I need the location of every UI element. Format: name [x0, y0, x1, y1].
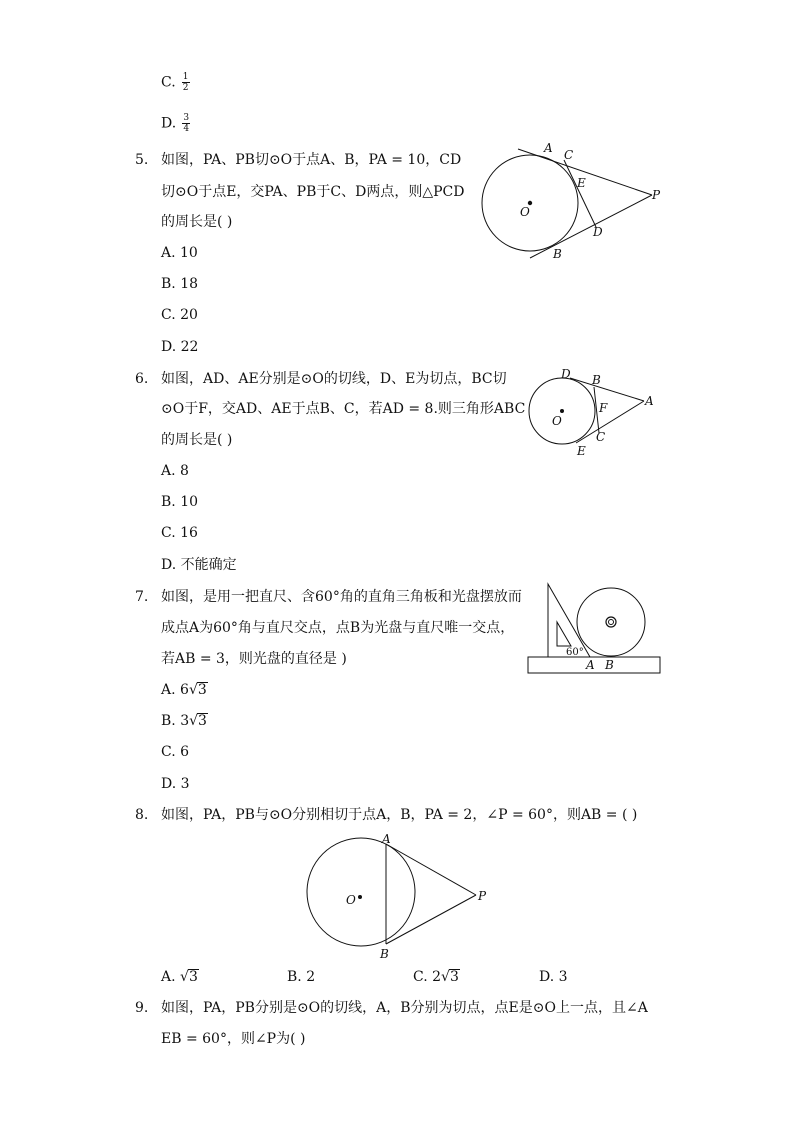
- q9-stem-line2: EB = 60°，则∠P为( ): [161, 1031, 306, 1047]
- fraction-denominator: 4: [183, 124, 190, 134]
- q7-option-a-label: A.: [161, 682, 176, 698]
- q8-option-c: C. 2√3: [413, 969, 459, 985]
- q6-tangent-ae: [576, 401, 644, 443]
- q8-option-a-label: A.: [161, 969, 176, 985]
- q8-label-o: O: [346, 893, 356, 907]
- q7-option-c: C. 6: [161, 744, 190, 760]
- q7-option-a: A. 6√3: [161, 682, 207, 698]
- q5-option-b: B. 18: [161, 276, 199, 292]
- q5-option-c: C. 20: [161, 307, 198, 323]
- q6-figure: [520, 365, 670, 460]
- q8-option-a: A. √3: [161, 969, 198, 985]
- q6-label-c: C: [596, 430, 606, 444]
- q5-stem-line3: 的周长是( ): [161, 214, 233, 230]
- q5-option-a: A. 10: [161, 245, 198, 261]
- q7-disc: [577, 588, 645, 656]
- q7-set-square-inner: [557, 622, 571, 646]
- q7-option-a-radicand: 3: [197, 682, 207, 698]
- q7-option-b-label: B.: [161, 713, 176, 729]
- q6-option-b: B. 10: [161, 494, 199, 510]
- q9-stem-line1: 如图，PA，PB分别是⊙O的切线，A，B分别为切点，点E是⊙O上一点，且∠A: [161, 1000, 648, 1016]
- q8-circle: [307, 838, 415, 946]
- q6-stem-line1: 如图，AD、AE分别是⊙O的切线，D、E为切点，BC切: [161, 371, 507, 387]
- q6-option-a: A. 8: [161, 463, 189, 479]
- q6-label-a: A: [645, 394, 654, 408]
- q7-option-d: D. 3: [161, 776, 190, 792]
- q4-option-c: [161, 72, 190, 93]
- q6-option-c: C. 16: [161, 525, 198, 541]
- q5-stem-line1: 如图，PA、PB切⊙O于点A、B，PA = 10，CD: [161, 152, 462, 168]
- q7-number: 7.: [135, 589, 149, 605]
- q4-option-d-fraction: [182, 113, 190, 134]
- q7-label-angle: 60°: [566, 647, 584, 658]
- q8-center-dot: [358, 895, 362, 899]
- q5-figure: [470, 140, 670, 270]
- q8-option-c-label: C.: [413, 969, 428, 985]
- q8-option-a-radicand: 3: [188, 969, 198, 985]
- q5-tangent-pb: [530, 195, 652, 258]
- q7-option-b: B. 3√3: [161, 713, 207, 729]
- q8-figure: [300, 832, 500, 962]
- q7-option-b-coefficient: 3: [180, 713, 190, 729]
- q8-label-b: B: [380, 947, 389, 961]
- q7-label-a: A: [586, 658, 595, 672]
- q8-label-a: A: [382, 832, 391, 846]
- q4-option-c-label: C.: [161, 74, 176, 91]
- q6-stem-line2: ⊙O于F，交AD、AE于点B、C，若AD = 8.则三角形ABC: [161, 401, 526, 417]
- q5-stem-line2: 切⊙O于点E，交PA、PB于C、D两点，则△PCD: [161, 184, 465, 200]
- q6-label-e: E: [577, 444, 586, 458]
- q5-label-c: C: [564, 148, 574, 162]
- q6-number: 6.: [135, 371, 149, 387]
- q8-option-c-radicand: 3: [449, 969, 459, 985]
- q7-disc-hole-inner: [609, 620, 614, 625]
- q6-option-d: D. 不能确定: [161, 557, 237, 573]
- q6-label-d: D: [561, 367, 571, 381]
- q7-stem-line3: 若AB = 3，则光盘的直径是 ): [161, 651, 347, 667]
- q7-figure: [520, 580, 670, 680]
- q6-center-dot: [560, 409, 564, 413]
- q7-label-b: B: [605, 658, 614, 672]
- q5-label-p: P: [652, 188, 661, 202]
- q5-number: 5.: [135, 152, 149, 168]
- q6-label-b: B: [592, 373, 601, 387]
- q8-stem-line1: 如图，PA，PB与⊙O分别相切于点A，B，PA = 2，∠P = 60°，则AB = ( ): [161, 807, 638, 823]
- q5-label-e: E: [577, 176, 586, 190]
- q5-label-b: B: [553, 247, 562, 261]
- q8-label-p: P: [478, 889, 487, 903]
- q5-label-a: A: [544, 141, 553, 155]
- q5-option-d: D. 22: [161, 339, 199, 355]
- q7-stem-line1: 如图，是用一把直尺、含60°角的直角三角板和光盘摆放而: [161, 589, 522, 605]
- q8-number: 8.: [135, 807, 149, 823]
- q4-option-c-fraction: [182, 72, 190, 93]
- q8-tangent-pb: [386, 895, 476, 944]
- q4-option-d-label: D.: [161, 115, 177, 132]
- q6-label-o: O: [552, 414, 562, 428]
- q8-option-d: D. 3: [539, 969, 568, 985]
- fraction-denominator: 2: [182, 83, 189, 93]
- q6-label-f: F: [599, 401, 608, 415]
- q7-option-b-radicand: 3: [198, 713, 207, 729]
- q7-disc-hole-outer: [606, 617, 616, 627]
- q9-number: 9.: [135, 1000, 149, 1016]
- q5-label-d: D: [593, 225, 603, 239]
- q5-label-o: O: [520, 205, 530, 219]
- q7-option-a-coefficient: 6: [180, 682, 189, 698]
- q6-stem-line3: 的周长是( ): [161, 432, 233, 448]
- q8-tangent-pa: [386, 844, 476, 895]
- q7-stem-line2: 成点A为60°角与直尺交点，点B为光盘与直尺唯一交点，: [161, 620, 515, 636]
- q4-option-d: [161, 113, 190, 134]
- q6-tangent-ad: [570, 378, 644, 401]
- fraction-numerator: 1: [182, 72, 189, 82]
- q8-option-b: B. 2: [287, 969, 316, 985]
- q8-option-c-coefficient: 2: [432, 969, 442, 985]
- fraction-numerator: 3: [183, 113, 190, 123]
